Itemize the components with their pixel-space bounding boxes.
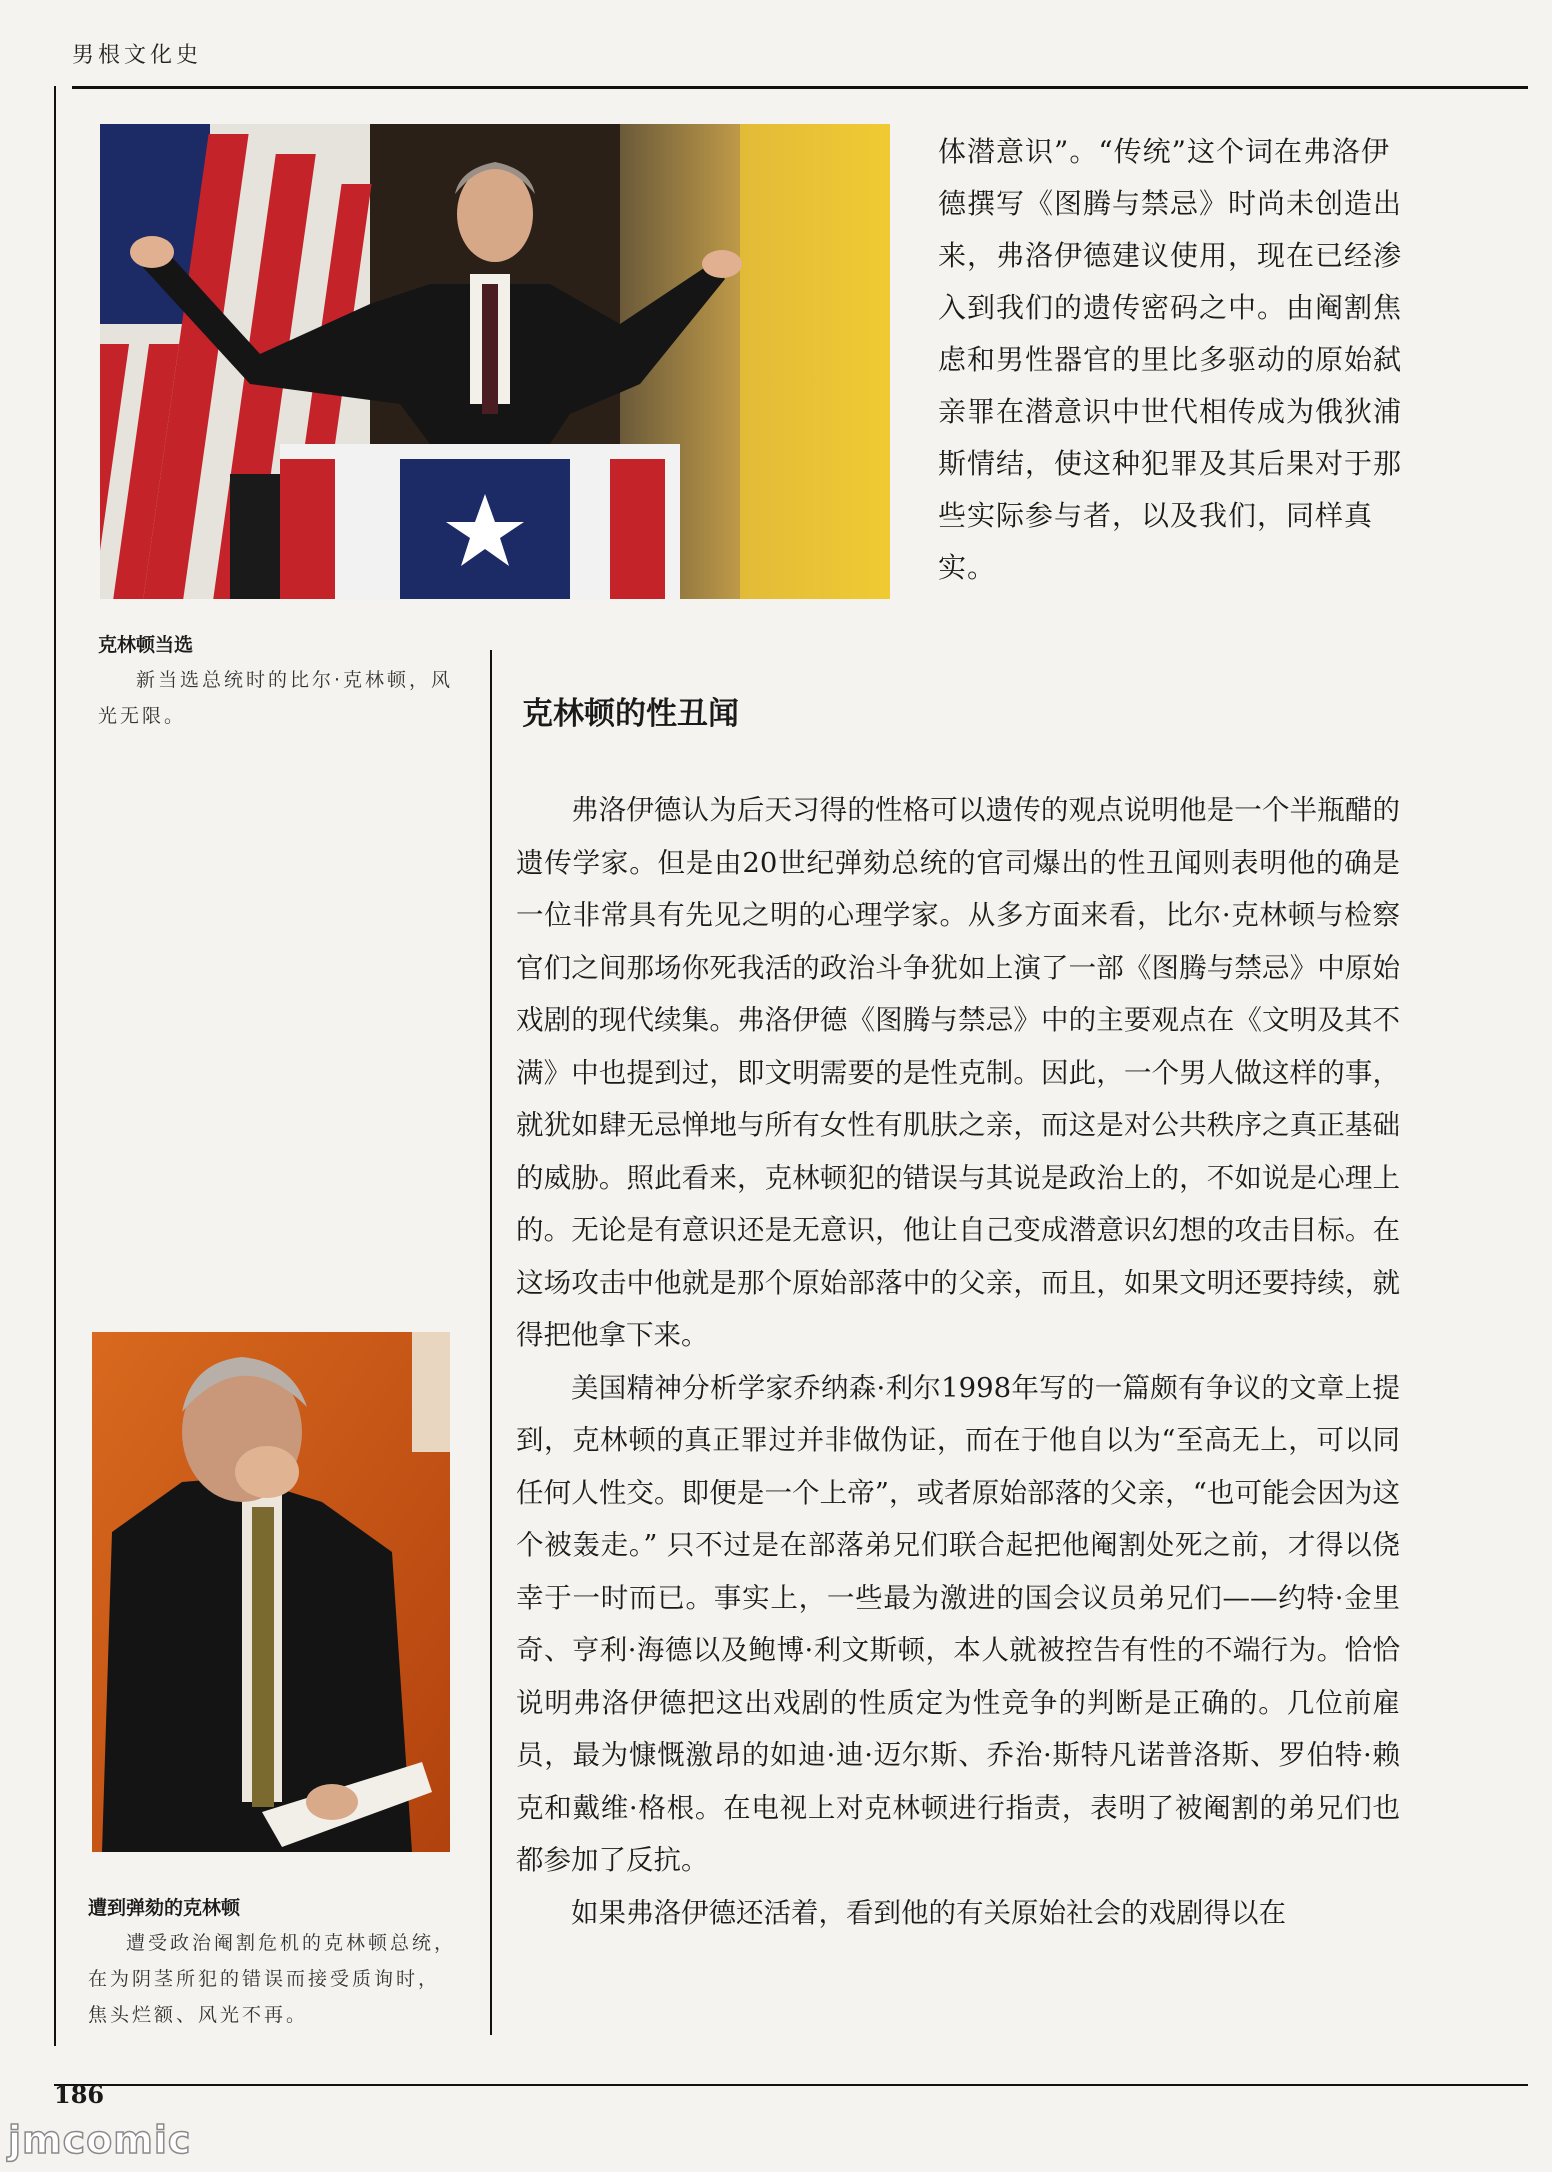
figure-caption-title: 遭到弹劾的克林顿 <box>88 1897 241 1919</box>
paragraph: 如果弗洛伊德还活着，看到他的有关原始社会的戏剧得以在 <box>571 1896 1286 1929</box>
clinton-elected-photo <box>100 124 890 599</box>
watermark-logo: jmcomic <box>8 2118 192 2162</box>
footer-rule <box>54 2084 1528 2086</box>
header-rule <box>72 86 1528 89</box>
paragraph: 体潜意识”。“传统”这个词在弗洛伊德撰写《图腾与禁忌》时尚未创造出来，弗洛伊德建议使用，现在已经渗入到我们的遗传密码之中。由阉割焦虑和男性器官的里比多驱动的原始弑亲罪在潜意识中世代相传成为俄狄浦斯情结，使这种犯罪及其后果对于那些实际参与者，以及我们，同样真实。 <box>938 135 1403 584</box>
running-header: 男根文化史 <box>72 43 203 68</box>
page-number: 186 <box>54 2080 105 2109</box>
paragraph: 美国精神分析学家乔纳森·利尔1998年写的一篇颇有争议的文章上提到，克林顿的真正罪过并非做伪证，而在于他自以为“至高无上，可以同任何人性交。即便是一个上帝”，或者原始部落的父亲，“也可能会因为这个被轰走。” 只不过是在部落弟兄们联合起把他阉割处死之前，才得以侥幸于一时而已。事实上，一些最为激进的国会议员弟兄们——约特·金里奇、亨利·海德以及鲍博·利文斯顿，本人就被控告有性的不端行为。恰恰说明弗洛伊德把这出戏剧的性质定为性竞争的判断是正确的。几位前雇员，最为慷慨激昂的如迪·迪·迈尔斯、乔治·斯特凡诺普洛斯、罗伯特·赖克和戴维·格根。在电视上对克林顿进行指责，表明了被阉割的弟兄们也都参加了反抗。 <box>516 1371 1400 1876</box>
top-paragraph <box>938 126 1408 594</box>
figure-caption-body: 新当选总统时的比尔·克林顿，风光无限。 <box>98 669 454 727</box>
paragraph: 弗洛伊德认为后天习得的性格可以遗传的观点说明他是一个半瓶醋的遗传学家。但是由20世纪弹劾总统的官司爆出的性丑闻则表明他的确是一位非常具有先见之明的心理学家。从多方面来看，比尔·克林顿与检察官们之间那场你死我活的政治斗争犹如上演了一部《图腾与禁忌》中原始戏剧的现代续集。弗洛伊德《图腾与禁忌》中的主要观点在《文明及其不满》中也提到过，即文明需要的是性克制。因此，一个男人做这样的事，就犹如肆无忌惮地与所有女性有肌肤之亲，而这是对公共秩序之真正基础的威胁。照此看来，克林顿犯的错误与其说是政治上的，不如说是心理上的。无论是有意识还是无意识，他让自己变成潜意识幻想的攻击目标。在这场攻击中他就是那个原始部落中的父亲，而且，如果文明还要持续，就得把他拿下来。 <box>516 794 1400 1351</box>
section-title: 克林顿的性丑闻 <box>522 696 739 732</box>
column-divider <box>490 650 492 2035</box>
section-body <box>516 784 1400 1939</box>
figure-caption-title: 克林顿当选 <box>98 634 194 656</box>
figure-caption-body: 遭受政治阉割危机的克林顿总统，在为阴茎所犯的错误而接受质询时，焦头烂额、风光不再。 <box>88 1932 457 2026</box>
clinton-impeached-photo <box>92 1332 450 1852</box>
left-margin-rule <box>54 86 56 2046</box>
